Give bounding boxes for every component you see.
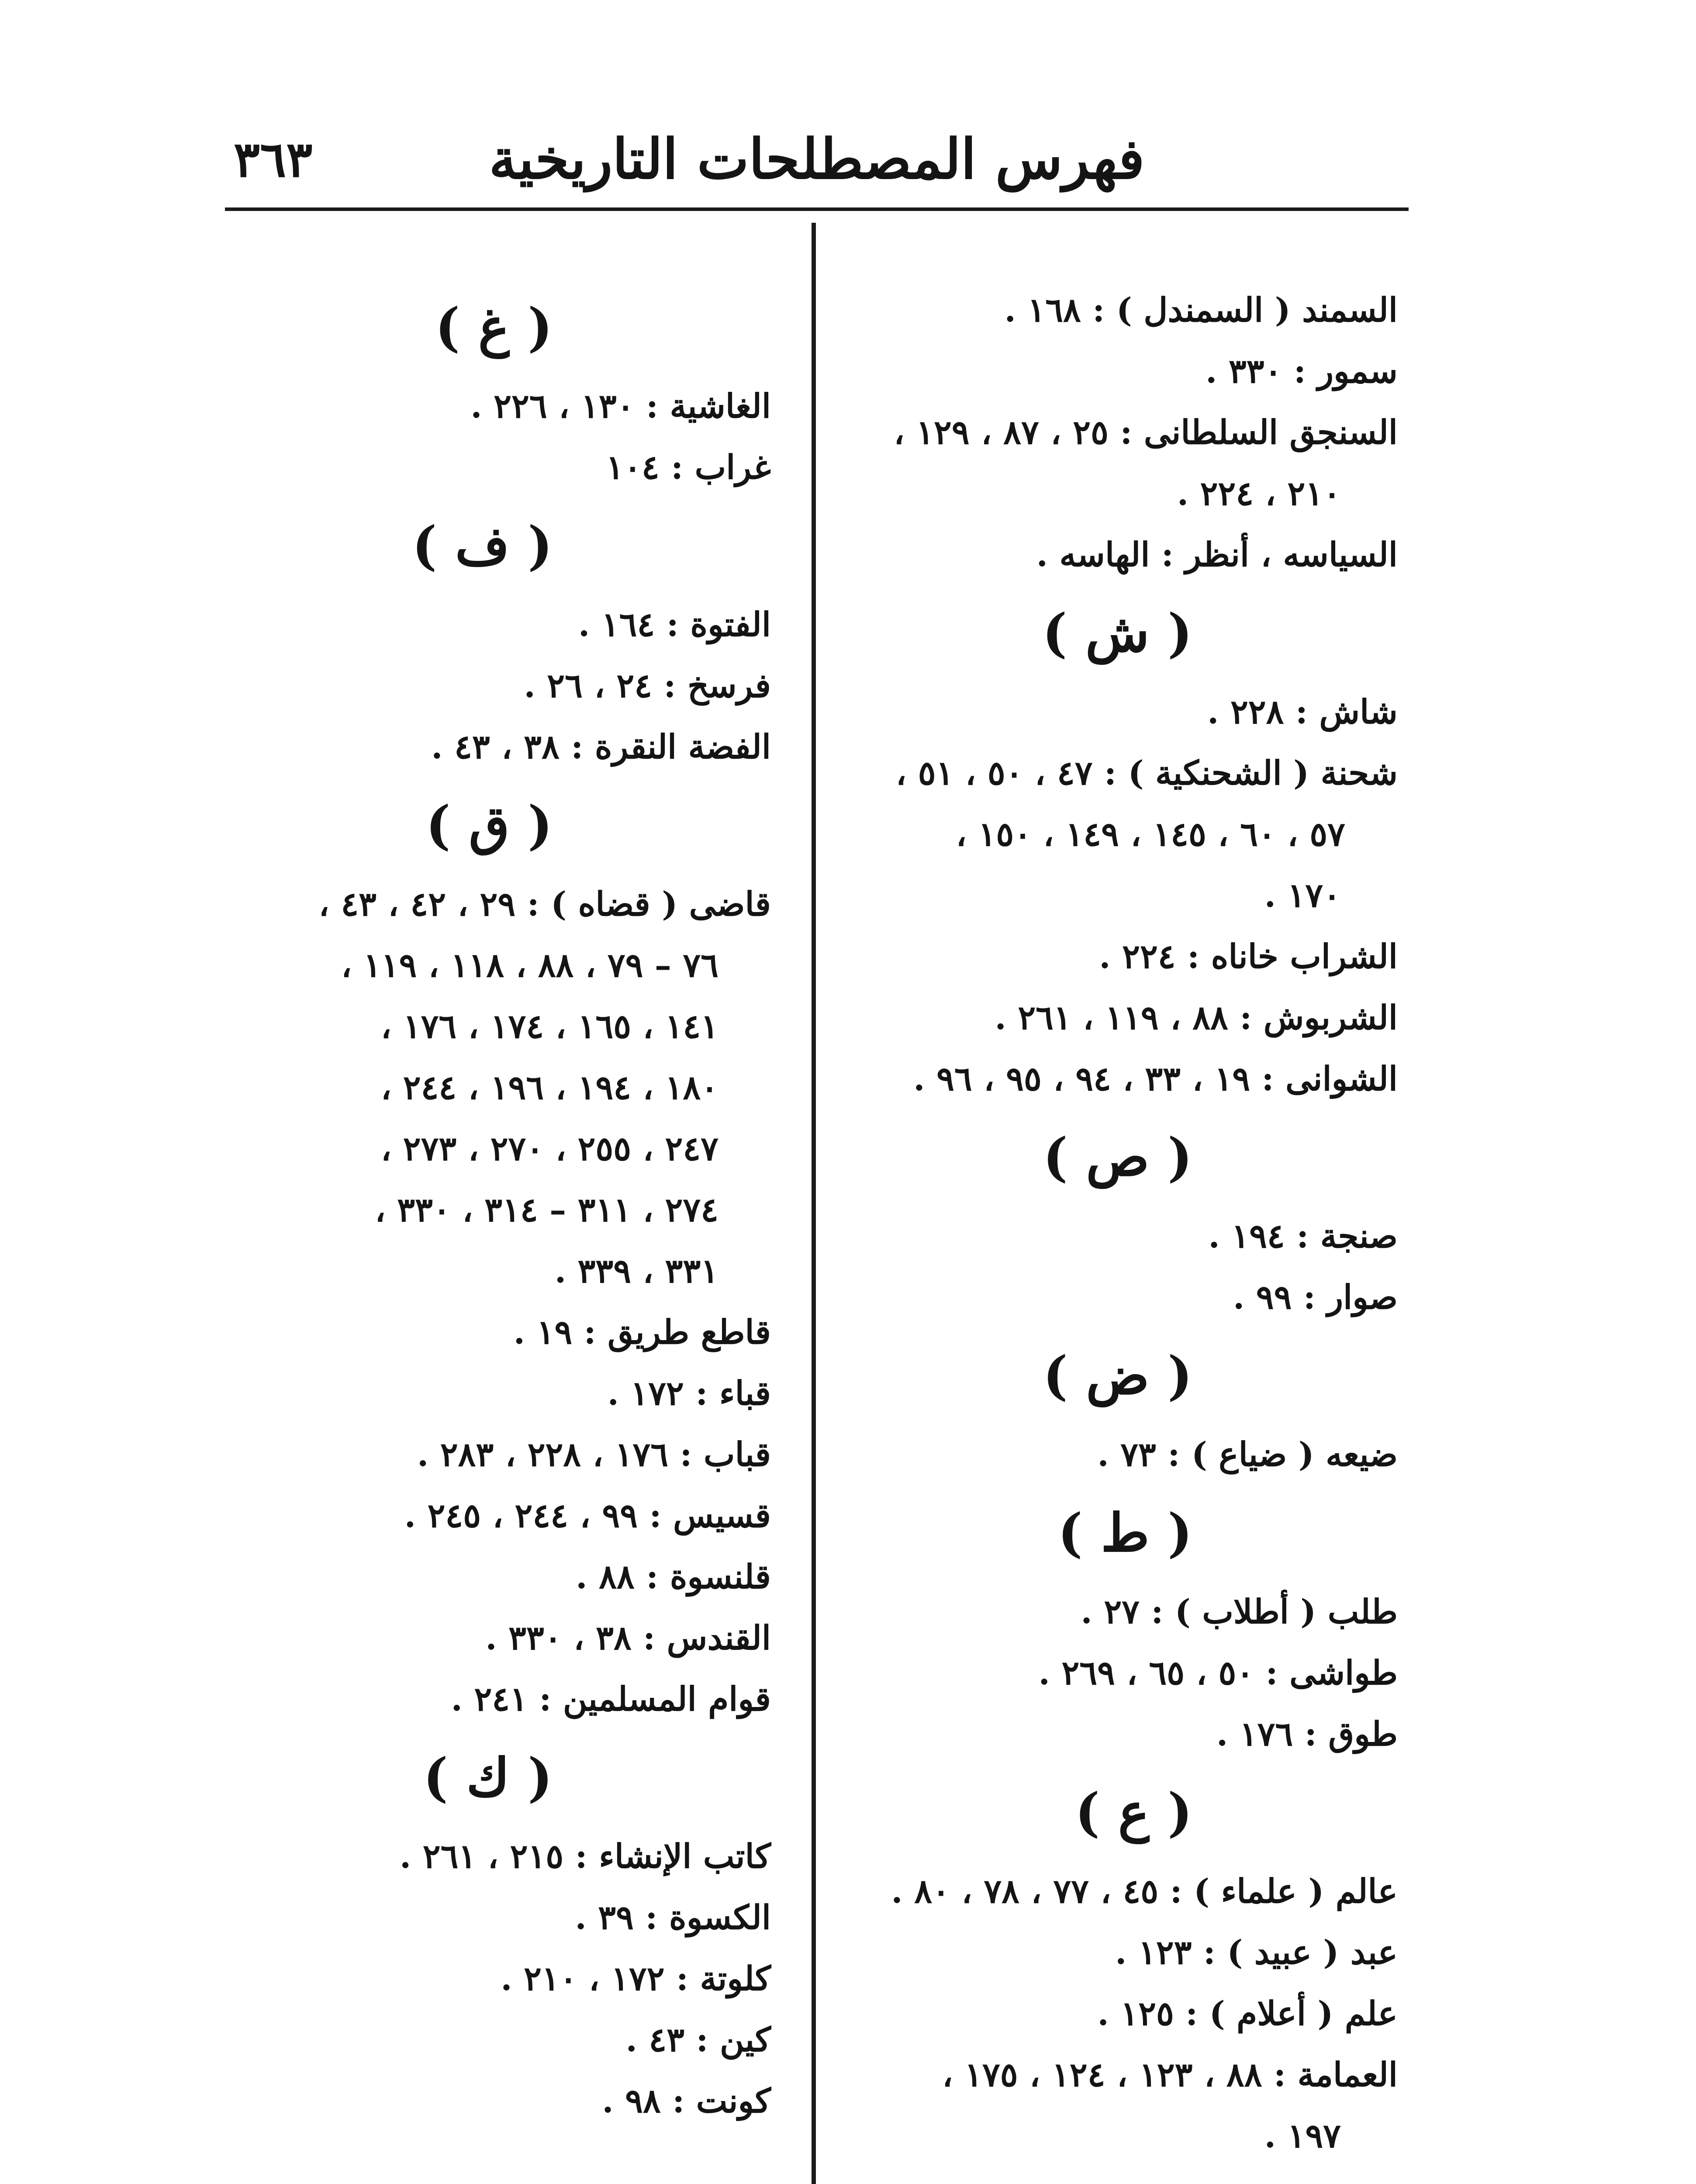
page-number: ٣٦٣ bbox=[234, 131, 313, 188]
section-letter-sad: ( ص ) bbox=[1043, 1127, 1192, 1188]
section-letter-ghain: ( غ ) bbox=[435, 297, 553, 358]
index-entry: الفضة النقرة : ٣٨ ، ٤٣ . bbox=[431, 727, 771, 766]
index-entry: السمند ( السمندل ) : ١٦٨ . bbox=[1004, 290, 1398, 329]
index-entry-continuation: ١٤١ ، ١٦٥ ، ١٧٤ ، ١٧٦ ، bbox=[380, 1007, 718, 1046]
section-letter-ain: ( ع ) bbox=[1075, 1782, 1192, 1843]
header-rule bbox=[225, 207, 1409, 211]
index-entry-continuation: ١٩٧ . bbox=[1264, 2116, 1341, 2155]
column-divider bbox=[812, 223, 816, 2184]
index-entry: صنجة : ١٩٤ . bbox=[1208, 1216, 1398, 1255]
index-entry-continuation: ٢١٠ ، ٢٢٤ . bbox=[1177, 474, 1341, 513]
index-entry: الكسوة : ٣٩ . bbox=[575, 1898, 771, 1937]
index-entry: القندس : ٣٨ ، ٣٣٠ . bbox=[485, 1618, 771, 1657]
index-entry: طلب ( أطلاب ) : ٢٧ . bbox=[1081, 1592, 1398, 1631]
index-entry: قباب : ١٧٦ ، ٢٢٨ ، ٢٨٣ . bbox=[417, 1435, 771, 1474]
index-entry: طواشى : ٥٠ ، ٦٥ ، ٢٦٩ . bbox=[1038, 1653, 1398, 1692]
index-entry: علم ( أعلام ) : ١٢٥ . bbox=[1097, 1994, 1398, 2033]
index-entry: عبد ( عبيد ) : ١٢٣ . bbox=[1115, 1933, 1398, 1972]
section-letter-ta: ( ط ) bbox=[1057, 1502, 1192, 1564]
index-entry: ضيعه ( ضياع ) : ٧٣ . bbox=[1097, 1435, 1398, 1474]
index-entry: صوار : ٩٩ . bbox=[1233, 1278, 1398, 1317]
index-entry: غراب : ١٠٤ bbox=[606, 448, 771, 487]
section-letter-qaf: ( ق ) bbox=[425, 795, 553, 856]
index-entry-continuation: ١٨٠ ، ١٩٤ ، ١٩٦ ، ٢٤٤ ، bbox=[380, 1068, 718, 1107]
index-entry-continuation: ٢٤٧ ، ٢٥٥ ، ٢٧٠ ، ٢٧٣ ، bbox=[380, 1129, 718, 1168]
index-entry: قوام المسلمين : ٢٤١ . bbox=[451, 1679, 771, 1718]
section-letter-fa: ( ف ) bbox=[412, 515, 553, 577]
index-entry: قسيس : ٩٩ ، ٢٤٤ ، ٢٤٥ . bbox=[404, 1496, 771, 1535]
index-entry: شحنة ( الشحنكية ) : ٤٧ ، ٥٠ ، ٥١ ، bbox=[895, 753, 1398, 792]
index-entry: قلنسوة : ٨٨ . bbox=[576, 1557, 771, 1596]
index-entry: الشوانى : ١٩ ، ٣٣ ، ٩٤ ، ٩٥ ، ٩٦ . bbox=[913, 1059, 1398, 1098]
index-entry: قاضى ( قضاه ) : ٢٩ ، ٤٢ ، ٤٣ ، bbox=[318, 885, 771, 923]
index-entry: الشربوش : ٨٨ ، ١١٩ ، ٢٦١ . bbox=[995, 998, 1398, 1037]
left-column bbox=[221, 280, 771, 2132]
index-entry: السنجق السلطانى : ٢٥ ، ٨٧ ، ١٢٩ ، bbox=[894, 413, 1398, 452]
page-header bbox=[225, 118, 1409, 210]
index-entry-continuation: ٣٣١ ، ٣٣٩ . bbox=[554, 1251, 718, 1290]
index-entry: الفتوة : ١٦٤ . bbox=[578, 605, 771, 644]
index-entry: قباء : ١٧٢ . bbox=[607, 1374, 771, 1413]
index-entry: الغاشية : ١٣٠ ، ٢٢٦ . bbox=[470, 387, 771, 425]
index-entry-continuation: ١٧٠ . bbox=[1264, 876, 1341, 915]
index-entry-continuation: ٢٧٤ ، ٣١١ – ٣١٤ ، ٣٣٠ ، bbox=[375, 1190, 718, 1229]
index-entry: الشراب خاناه : ٢٢٤ . bbox=[1099, 937, 1398, 976]
index-entry: طوق : ١٧٦ . bbox=[1216, 1714, 1398, 1753]
index-entry-continuation: ٧٦ – ٧٩ ، ٨٨ ، ١١٨ ، ١١٩ ، bbox=[341, 946, 718, 985]
right-column bbox=[865, 280, 1398, 2167]
index-entry: كونت : ٩٨ . bbox=[602, 2081, 771, 2120]
section-letter-dad: ( ض ) bbox=[1043, 1345, 1192, 1406]
index-entry: كاتب الإنشاء : ٢١٥ ، ٢٦١ . bbox=[399, 1837, 771, 1876]
index-entry-continuation: ٥٧ ، ٦٠ ، ١٤٥ ، ١٤٩ ، ١٥٠ ، bbox=[956, 815, 1345, 854]
page-title: فهرس المصطلحات التاريخية bbox=[489, 127, 1145, 191]
index-entry: السياسه ، أنظر : الهاسه . bbox=[1036, 535, 1398, 574]
index-entry: شاش : ٢٢٨ . bbox=[1207, 692, 1398, 731]
index-entry: العمامة : ٨٨ ، ١٢٣ ، ١٢٤ ، ١٧٥ ، bbox=[942, 2055, 1398, 2094]
index-entry: قاطع طريق : ١٩ . bbox=[513, 1313, 771, 1351]
index-entry: سمور : ٣٣٠ . bbox=[1206, 352, 1398, 390]
index-entry: عالم ( علماء ) : ٤٥ ، ٧٧ ، ٧٨ ، ٨٠ . bbox=[891, 1872, 1398, 1911]
section-letter-sheen: ( ش ) bbox=[1042, 602, 1192, 664]
section-letter-kaf: ( ك ) bbox=[423, 1747, 553, 1808]
index-entry: فرسخ : ٢٤ ، ٢٦ . bbox=[524, 666, 771, 705]
index-entry: كلوتة : ١٧٢ ، ٢١٠ . bbox=[501, 1959, 771, 1998]
index-entry: كين : ٤٣ . bbox=[625, 2020, 771, 2059]
